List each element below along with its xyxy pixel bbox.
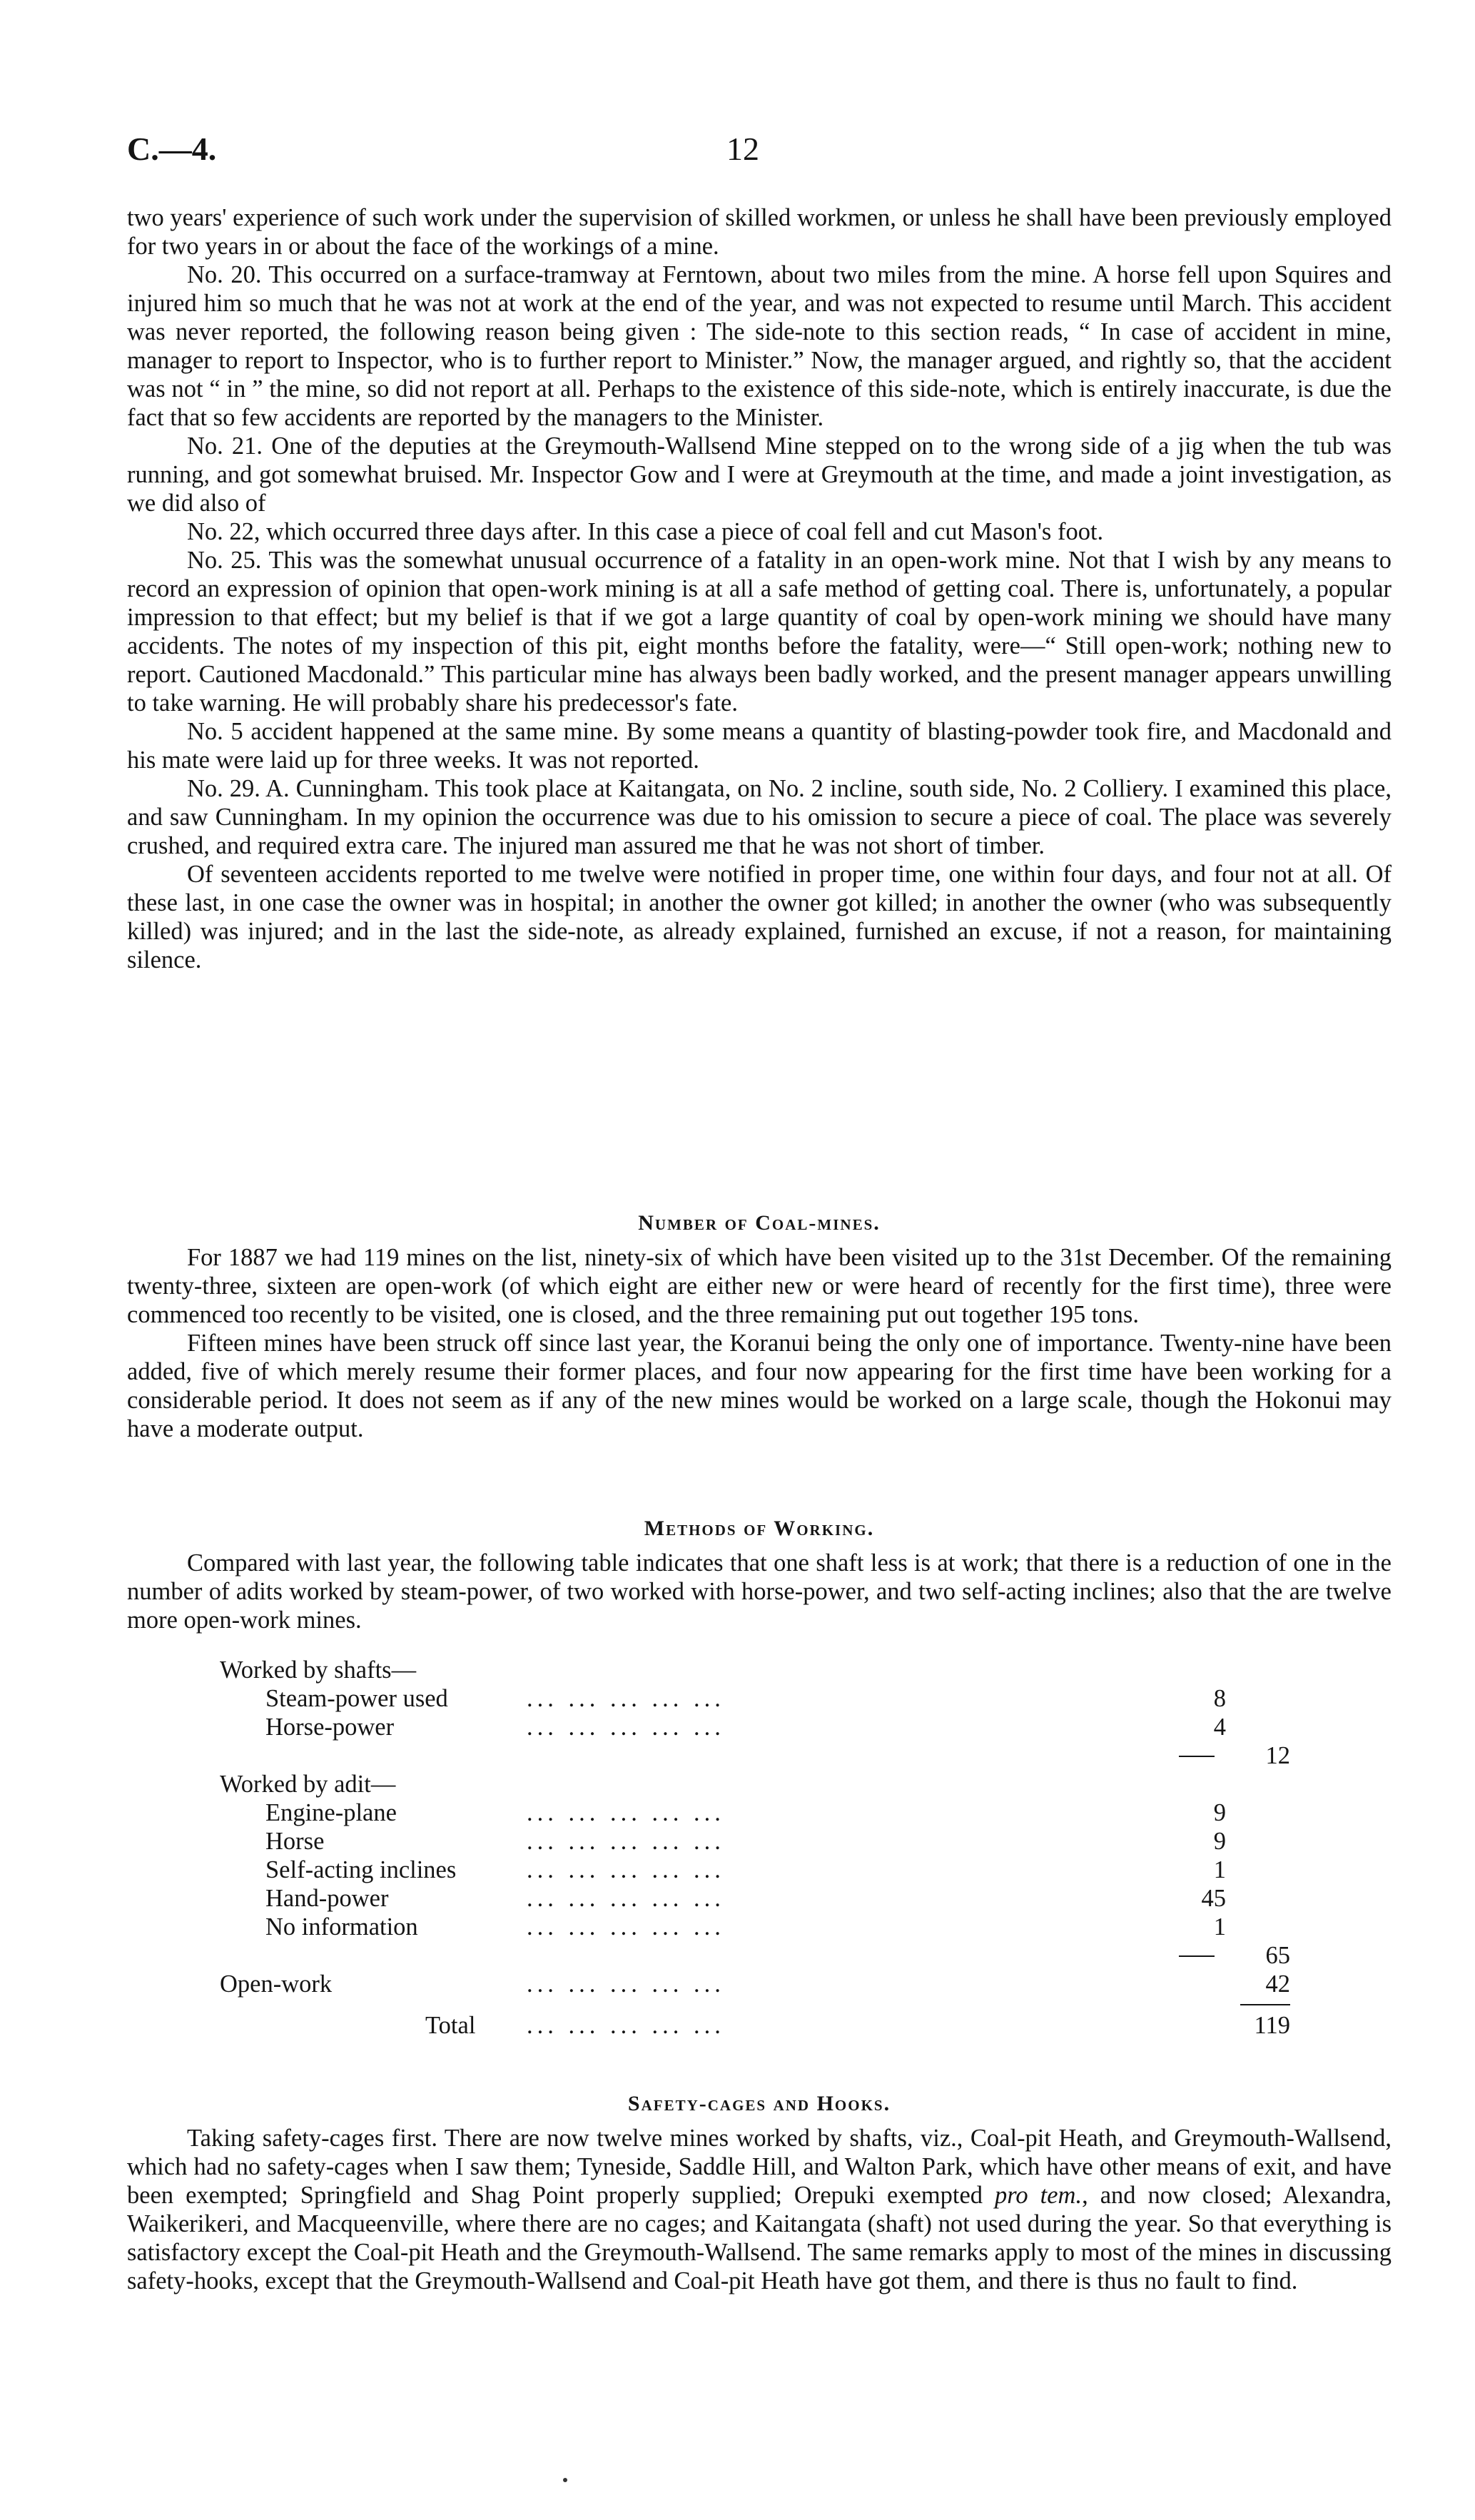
paragraph: No. 25. This was the somewhat unusual occurrence of a fatality in an open-work mine. Not that I wish by any means to record an expression of opinion that open-work mining is at all a safe method of getting coal. There is, unfortunately, a popular impression to that effect; but my belief is that if we got a large quantity of coal by open-work mining we should have many accidents. The notes of my inspection of this pit, eight months before the fatality, were—“ Still open-work; nothing new to report. Cautioned Macdonald.” This particular mine has always been badly worked, and the present manager appears unwilling to take warning. He will probably share his predecessor's fate. bbox=[127, 547, 1392, 717]
paragraph-text: Taking safety-cages first. There are now twelve mines worked by shafts, viz., Coal-pit Heath, and Greymouth-Wallsend, which had no safety-cages when I saw them; Tyneside, Saddle Hill, and Walton Park, which have other means of exit, and have been exempted; Springfield and Shag Point properly supplied; Orepuki exempted bbox=[127, 2125, 1392, 2209]
paragraph bbox=[127, 2124, 1392, 2295]
row-label: Self-acting inclines bbox=[265, 1856, 457, 1883]
table-row bbox=[127, 1684, 1392, 1713]
section-heading: Methods of Working. bbox=[644, 1517, 875, 1540]
leader-dots: ... ... ... ... ... bbox=[527, 1970, 725, 1998]
table-row bbox=[127, 1827, 1392, 1856]
total-value: 119 bbox=[1254, 2012, 1290, 2039]
table-total-row bbox=[127, 2011, 1392, 2040]
total-rule-row bbox=[127, 1998, 1392, 2011]
table-subtotal-row bbox=[127, 1741, 1392, 1770]
row-value: 9 bbox=[1213, 1828, 1226, 1855]
paragraph: No. 21. One of the deputies at the Greymouth-Wallsend Mine stepped on to the wrong side of a jig when the tub was running, and got somewhat bruised. Mr. Inspector Gow and I were at Greymouth at the time, and made a joint investigation, as we did also of bbox=[127, 432, 1392, 517]
document-code: C.—4. bbox=[127, 131, 217, 167]
table-row bbox=[127, 1970, 1392, 1998]
row-value: 9 bbox=[1213, 1799, 1226, 1826]
table-row bbox=[127, 1856, 1392, 1884]
paragraph: No. 5 accident happened at the same mine. By some means a quantity of blasting-powder took fire, and Macdonald and his mate were laid up for three weeks. It was not reported. bbox=[127, 718, 1392, 774]
stray-mark bbox=[563, 2478, 567, 2482]
leader-dots: ... ... ... ... ... bbox=[527, 1913, 725, 1940]
leader-dots: ... ... ... ... ... bbox=[527, 1856, 725, 1883]
leader-dots: ... ... ... ... ... bbox=[527, 2012, 725, 2039]
row-label: Horse-power bbox=[265, 1714, 395, 1741]
table-subtotal-row bbox=[127, 1941, 1392, 1970]
paragraph: Compared with last year, the following table indicates that one shaft less is at work; that there is a reduction of one in the number of adits worked by steam-power, of two worked with horse-power, and two self-acting inclines; also that the are twelve more open-work mines. bbox=[127, 1549, 1392, 1634]
subtotal-value: 65 bbox=[1265, 1942, 1290, 1969]
row-label: Horse bbox=[265, 1828, 325, 1855]
table-group-heading: Worked by adit— bbox=[220, 1771, 396, 1798]
methods-section bbox=[127, 1514, 1392, 1634]
table-group-heading: Worked by shafts— bbox=[220, 1656, 417, 1684]
page-number: 12 bbox=[726, 131, 759, 167]
subtotal-rule bbox=[1179, 1756, 1215, 1757]
paragraph: Fifteen mines have been struck off since last year, the Koranui being the only one of importance. Twenty-nine have been added, five of which merely resume their former places, and four now appearing for the first time have been working for a considerable period. It does not seem as if any of the new mines would be worked on a large scale, though the Hokonui may have a moderate output. bbox=[127, 1330, 1392, 1442]
total-rule bbox=[1240, 2004, 1290, 2005]
accident-paragraphs bbox=[127, 203, 1392, 974]
italic-text: pro tem. bbox=[995, 2182, 1083, 2209]
paragraph: No. 29. A. Cunningham. This took place at Kaitangata, on No. 2 incline, south side, No. 2 Colliery. I examined this place, and saw Cunningham. In my opinion the occurrence was due to his omission to secure a piece of coal. The place was severely crushed, and required extra care. The injured man assured me that he was not short of timber. bbox=[127, 775, 1392, 859]
leader-dots: ... ... ... ... ... bbox=[527, 1799, 725, 1826]
row-value: 8 bbox=[1213, 1685, 1226, 1712]
table-row bbox=[127, 1798, 1392, 1827]
paragraph: Of seventeen accidents reported to me twelve were notified in proper time, one within four days, and four not at all. Of these last, in one case the owner was in hospital; in another the owner got killed; in another the owner (who was subsequently killed) was injured; and in the last the side-note, as already explained, furnished an excuse, if not a reason, for maintaining silence. bbox=[127, 861, 1392, 973]
subtotal-value: 12 bbox=[1265, 1742, 1290, 1769]
table-row bbox=[127, 1713, 1392, 1741]
row-value: 4 bbox=[1213, 1714, 1226, 1741]
row-label: No information bbox=[265, 1913, 418, 1940]
leader-dots: ... ... ... ... ... bbox=[527, 1828, 725, 1855]
row-value: 45 bbox=[1201, 1885, 1226, 1912]
row-label: Hand-power bbox=[265, 1885, 389, 1912]
section-heading: Number of Coal-mines. bbox=[638, 1211, 881, 1235]
row-label: Open-work bbox=[220, 1970, 333, 1998]
row-value: 1 bbox=[1213, 1856, 1226, 1883]
leader-dots: ... ... ... ... ... bbox=[527, 1714, 725, 1741]
row-label: Engine-plane bbox=[265, 1799, 397, 1826]
leader-dots: ... ... ... ... ... bbox=[527, 1685, 725, 1712]
row-value: 1 bbox=[1213, 1913, 1226, 1940]
paragraph: No. 20. This occurred on a surface-tramway at Ferntown, about two miles from the mine. A horse fell upon Squires and injured him so much that he was not at work at the end of the year, and was not expected to resume until March. This accident was never reported, the following reason being given : The side-note to this section reads, “ In case of accident in mine, manager to report to Inspector, who is to further report to Minister.” Now, the manager argued, and rightly so, that the accident was not “ in ” the mine, so did not report at all. Perhaps to the existence of this side-note, which is entirely inaccurate, is due the fact that so few accidents are reported by the managers to the Minister. bbox=[127, 261, 1392, 431]
subtotal-rule bbox=[1179, 1955, 1215, 1957]
safety-section bbox=[127, 2090, 1392, 2295]
row-label: Steam-power used bbox=[265, 1685, 448, 1712]
paragraph: For 1887 we had 119 mines on the list, ninety-six of which have been visited up to the 31st December. Of the remaining twenty-three, sixteen are open-work (of which eight are either new or were heard of recently for the first time), three were commenced too recently to be visited, one is closed, and the three remaining put out together 195 tons. bbox=[127, 1244, 1392, 1328]
section-heading: Safety-cages and Hooks. bbox=[627, 2092, 891, 2115]
table-row bbox=[127, 1913, 1392, 1941]
paragraph: No. 22, which occurred three days after. In this case a piece of coal fell and cut Mason's foot. bbox=[187, 518, 1104, 545]
coal-mines-section bbox=[127, 1209, 1392, 1443]
total-label: Total bbox=[425, 2012, 476, 2039]
paragraph: two years' experience of such work under the supervision of skilled workmen, or unless he shall have been previously employed for two years in or about the face of the workings of a mine. bbox=[127, 204, 1392, 260]
leader-dots: ... ... ... ... ... bbox=[527, 1885, 725, 1912]
workings-table bbox=[127, 1656, 1392, 2040]
paragraph-text: , and now closed; Alexandra, Waikerikeri, and Macqueenville, where there are no cages; and Kaitangata (shaft) not used during the year. So that everything is satisfactory except the Coal-pit Heath and the Greymouth-Wallsend. The same remarks apply to most of the mines in discussing safety-hooks, except that the Greymouth-Wallsend and Coal-pit Heath have got them, and there is thus no fault to find. bbox=[127, 2182, 1392, 2294]
row-value: 42 bbox=[1265, 1970, 1290, 1998]
table-row bbox=[127, 1884, 1392, 1913]
